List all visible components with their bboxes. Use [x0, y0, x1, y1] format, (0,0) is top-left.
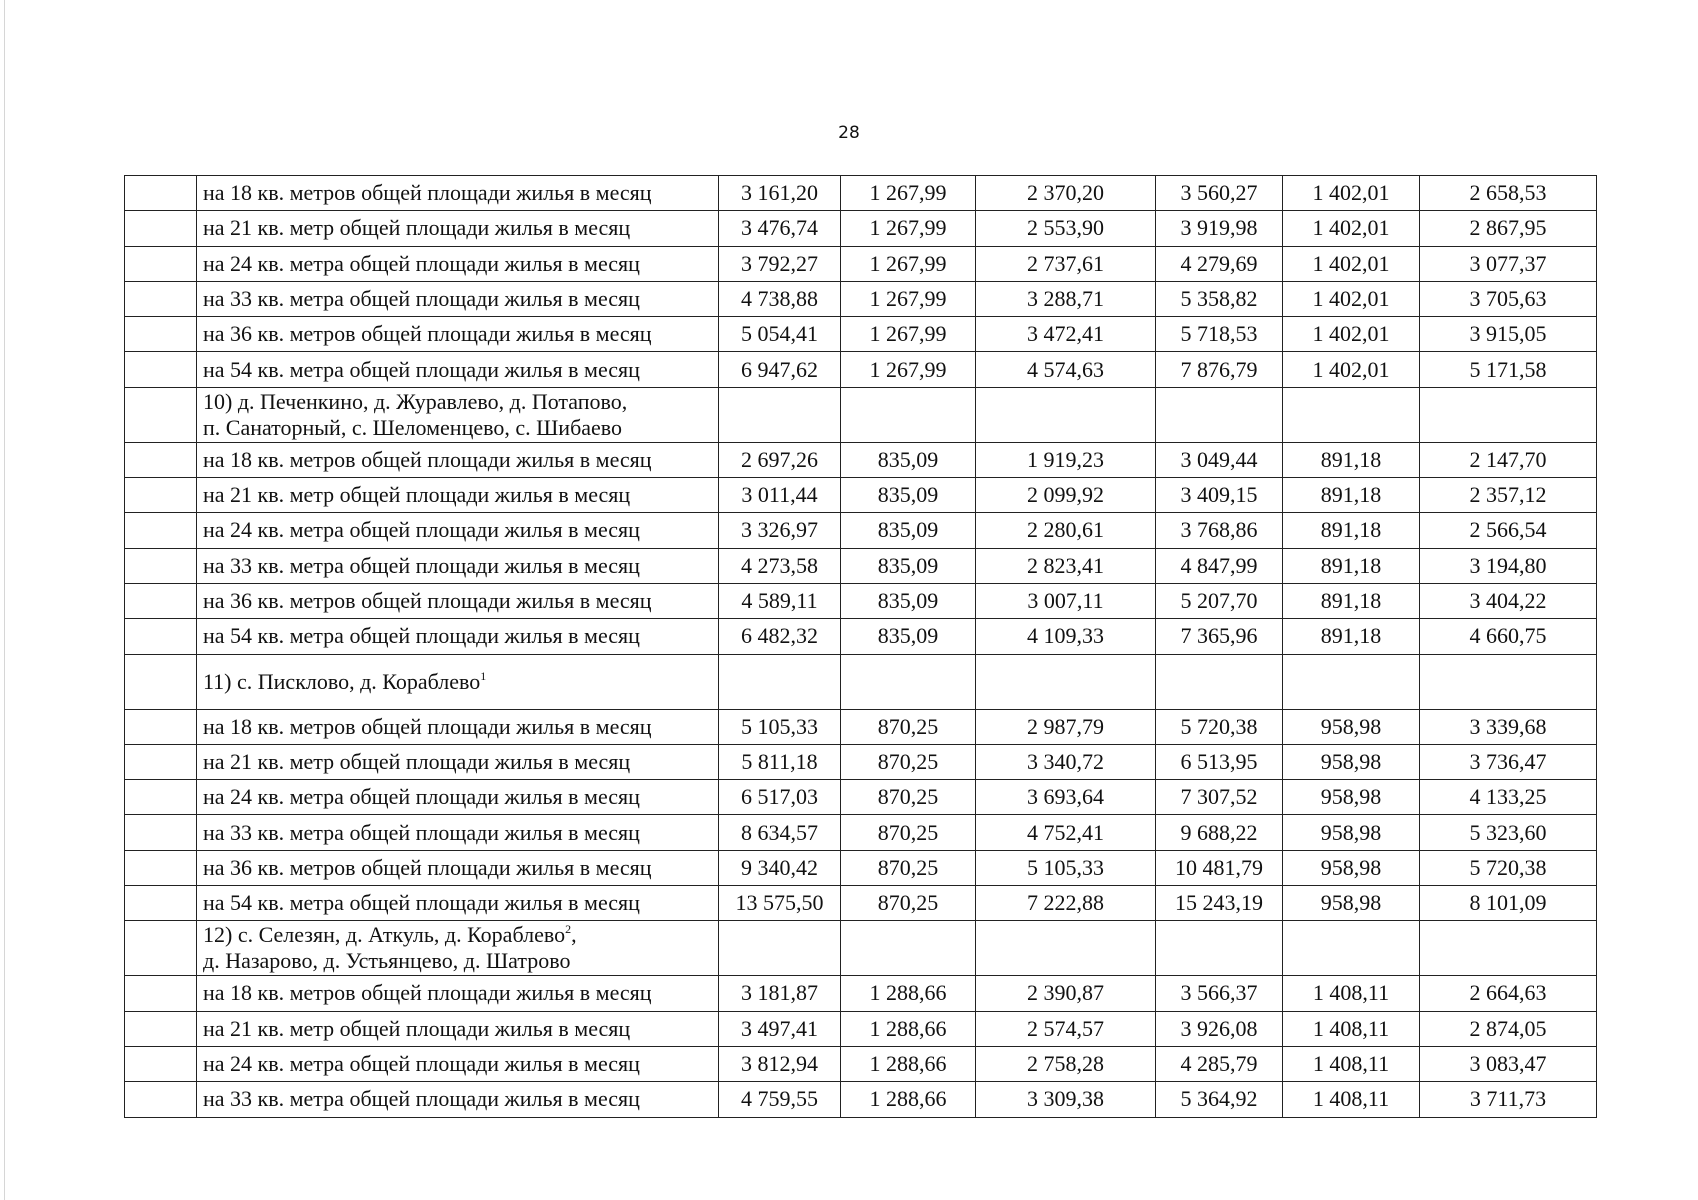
value-cell: 7 365,96	[1156, 619, 1283, 654]
value-cell: 8 101,09	[1420, 886, 1597, 921]
index-cell	[125, 619, 197, 654]
value-cell: 870,25	[841, 709, 976, 744]
value-cell: 1 288,66	[841, 1082, 976, 1117]
empty-value-cell	[719, 387, 841, 442]
index-cell	[125, 478, 197, 513]
index-cell	[125, 513, 197, 548]
table-row	[125, 317, 1597, 352]
row-label: на 36 кв. метров общей площади жилья в месяц	[197, 850, 719, 885]
footnote-mark: 1	[480, 668, 487, 683]
footnote-mark: 2	[565, 922, 572, 937]
row-label: на 18 кв. метров общей площади жилья в месяц	[197, 176, 719, 211]
section-heading-text: п. Санаторный, с. Шеломенцево, с. Шибаево	[203, 414, 623, 440]
value-cell: 2 758,28	[976, 1046, 1156, 1081]
section-heading-text: 12) с. Селезян, д. Аткуль, д. Кораблево	[203, 922, 566, 948]
row-label: на 33 кв. метра общей площади жилья в месяц	[197, 815, 719, 850]
table-row	[125, 1082, 1597, 1117]
value-cell: 6 947,62	[719, 352, 841, 387]
value-cell: 4 752,41	[976, 815, 1156, 850]
value-cell: 1 402,01	[1283, 281, 1420, 316]
value-cell: 891,18	[1283, 513, 1420, 548]
index-cell	[125, 744, 197, 779]
value-cell: 5 105,33	[976, 850, 1156, 885]
value-cell: 1 919,23	[976, 442, 1156, 477]
value-cell: 870,25	[841, 886, 976, 921]
value-cell: 835,09	[841, 513, 976, 548]
value-cell: 1 288,66	[841, 1011, 976, 1046]
value-cell: 1 408,11	[1283, 1011, 1420, 1046]
value-cell: 5 105,33	[719, 709, 841, 744]
table-row	[125, 744, 1597, 779]
value-cell: 4 660,75	[1420, 619, 1597, 654]
value-cell: 2 658,53	[1420, 176, 1597, 211]
empty-value-cell	[976, 654, 1156, 709]
value-cell: 3 309,38	[976, 1082, 1156, 1117]
rates-table	[124, 175, 1597, 1118]
section-heading-row	[125, 921, 1597, 976]
value-cell: 3 792,27	[719, 246, 841, 281]
empty-value-cell	[841, 921, 976, 976]
index-cell	[125, 921, 197, 976]
value-cell: 3 497,41	[719, 1011, 841, 1046]
empty-value-cell	[1420, 387, 1597, 442]
value-cell: 9 688,22	[1156, 815, 1283, 850]
row-label: на 18 кв. метров общей площади жилья в месяц	[197, 442, 719, 477]
section-heading-row	[125, 387, 1597, 442]
section-heading	[197, 387, 719, 442]
row-label: на 33 кв. метра общей площади жилья в месяц	[197, 548, 719, 583]
page-number: 28	[838, 123, 860, 143]
value-cell: 891,18	[1283, 619, 1420, 654]
value-cell: 835,09	[841, 619, 976, 654]
value-cell: 1 408,11	[1283, 1046, 1420, 1081]
value-cell: 3 404,22	[1420, 583, 1597, 618]
empty-value-cell	[719, 654, 841, 709]
value-cell: 2 874,05	[1420, 1011, 1597, 1046]
table-row	[125, 583, 1597, 618]
value-cell: 4 285,79	[1156, 1046, 1283, 1081]
empty-value-cell	[841, 387, 976, 442]
value-cell: 2 987,79	[976, 709, 1156, 744]
table-row	[125, 780, 1597, 815]
value-cell: 958,98	[1283, 780, 1420, 815]
table-row	[125, 246, 1597, 281]
value-cell: 3 919,98	[1156, 211, 1283, 246]
index-cell	[125, 976, 197, 1011]
value-cell: 5 364,92	[1156, 1082, 1283, 1117]
index-cell	[125, 780, 197, 815]
value-cell: 6 482,32	[719, 619, 841, 654]
value-cell: 3 476,74	[719, 211, 841, 246]
value-cell: 3 926,08	[1156, 1011, 1283, 1046]
index-cell	[125, 387, 197, 442]
value-cell: 3 409,15	[1156, 478, 1283, 513]
value-cell: 2 566,54	[1420, 513, 1597, 548]
row-label: на 18 кв. метров общей площади жилья в месяц	[197, 976, 719, 1011]
row-label: на 36 кв. метров общей площади жилья в месяц	[197, 317, 719, 352]
value-cell: 4 589,11	[719, 583, 841, 618]
value-cell: 1 402,01	[1283, 352, 1420, 387]
value-cell: 2 553,90	[976, 211, 1156, 246]
value-cell: 5 207,70	[1156, 583, 1283, 618]
row-label: на 21 кв. метр общей площади жилья в месяц	[197, 211, 719, 246]
value-cell: 1 402,01	[1283, 176, 1420, 211]
value-cell: 2 664,63	[1420, 976, 1597, 1011]
value-cell: 1 408,11	[1283, 1082, 1420, 1117]
table-row	[125, 709, 1597, 744]
value-cell: 10 481,79	[1156, 850, 1283, 885]
value-cell: 2 697,26	[719, 442, 841, 477]
value-cell: 3 560,27	[1156, 176, 1283, 211]
section-heading-row	[125, 654, 1597, 709]
empty-value-cell	[1283, 387, 1420, 442]
value-cell: 3 339,68	[1420, 709, 1597, 744]
table-row	[125, 548, 1597, 583]
section-heading-line-1	[203, 922, 712, 948]
value-cell: 891,18	[1283, 548, 1420, 583]
index-cell	[125, 281, 197, 316]
empty-value-cell	[1156, 654, 1283, 709]
value-cell: 3 472,41	[976, 317, 1156, 352]
value-cell: 3 083,47	[1420, 1046, 1597, 1081]
value-cell: 835,09	[841, 583, 976, 618]
empty-value-cell	[1420, 654, 1597, 709]
value-cell: 8 634,57	[719, 815, 841, 850]
index-cell	[125, 1011, 197, 1046]
value-cell: 4 759,55	[719, 1082, 841, 1117]
value-cell: 7 222,88	[976, 886, 1156, 921]
value-cell: 3 812,94	[719, 1046, 841, 1081]
value-cell: 2 147,70	[1420, 442, 1597, 477]
section-heading	[197, 921, 719, 976]
value-cell: 3 161,20	[719, 176, 841, 211]
value-cell: 5 720,38	[1156, 709, 1283, 744]
value-cell: 891,18	[1283, 478, 1420, 513]
section-heading-text: 10) д. Печенкино, д. Журавлево, д. Потапово,	[203, 388, 628, 414]
empty-value-cell	[976, 921, 1156, 976]
value-cell: 1 288,66	[841, 976, 976, 1011]
table-body	[125, 176, 1597, 1118]
index-cell	[125, 442, 197, 477]
row-label: на 33 кв. метра общей площади жилья в месяц	[197, 1082, 719, 1117]
row-label: на 24 кв. метра общей площади жилья в месяц	[197, 1046, 719, 1081]
row-label: на 21 кв. метр общей площади жилья в месяц	[197, 1011, 719, 1046]
value-cell: 2 574,57	[976, 1011, 1156, 1046]
index-cell	[125, 352, 197, 387]
section-heading-line-2	[203, 415, 712, 441]
index-cell	[125, 709, 197, 744]
value-cell: 3 194,80	[1420, 548, 1597, 583]
index-cell	[125, 886, 197, 921]
value-cell: 2 370,20	[976, 176, 1156, 211]
value-cell: 1 267,99	[841, 281, 976, 316]
value-cell: 2 823,41	[976, 548, 1156, 583]
empty-value-cell	[719, 921, 841, 976]
value-cell: 3 049,44	[1156, 442, 1283, 477]
value-cell: 4 273,58	[719, 548, 841, 583]
value-cell: 958,98	[1283, 709, 1420, 744]
row-label: на 36 кв. метров общей площади жилья в месяц	[197, 583, 719, 618]
value-cell: 3 340,72	[976, 744, 1156, 779]
value-cell: 870,25	[841, 744, 976, 779]
value-cell: 1 288,66	[841, 1046, 976, 1081]
value-cell: 15 243,19	[1156, 886, 1283, 921]
section-heading-line-1	[203, 389, 712, 415]
value-cell: 958,98	[1283, 886, 1420, 921]
scan-edge-line	[4, 0, 5, 1200]
value-cell: 1 408,11	[1283, 976, 1420, 1011]
value-cell: 835,09	[841, 478, 976, 513]
value-cell: 4 738,88	[719, 281, 841, 316]
index-cell	[125, 246, 197, 281]
section-heading-text: д. Назарово, д. Устьянцево, д. Шатрово	[203, 948, 571, 974]
value-cell: 1 267,99	[841, 246, 976, 281]
value-cell: 1 402,01	[1283, 317, 1420, 352]
index-cell	[125, 176, 197, 211]
empty-value-cell	[976, 387, 1156, 442]
index-cell	[125, 548, 197, 583]
index-cell	[125, 211, 197, 246]
table-row	[125, 478, 1597, 513]
value-cell: 2 357,12	[1420, 478, 1597, 513]
value-cell: 3 693,64	[976, 780, 1156, 815]
row-label: на 24 кв. метра общей площади жилья в месяц	[197, 246, 719, 281]
value-cell: 3 736,47	[1420, 744, 1597, 779]
table-row	[125, 352, 1597, 387]
value-cell: 3 181,87	[719, 976, 841, 1011]
empty-value-cell	[1420, 921, 1597, 976]
index-cell	[125, 317, 197, 352]
row-label: на 18 кв. метров общей площади жилья в месяц	[197, 709, 719, 744]
table-row	[125, 281, 1597, 316]
value-cell: 7 876,79	[1156, 352, 1283, 387]
empty-value-cell	[841, 654, 976, 709]
value-cell: 2 390,87	[976, 976, 1156, 1011]
section-heading-line-2	[203, 948, 712, 974]
empty-value-cell	[1156, 387, 1283, 442]
empty-value-cell	[1283, 921, 1420, 976]
value-cell: 6 517,03	[719, 780, 841, 815]
index-cell	[125, 1082, 197, 1117]
index-cell	[125, 815, 197, 850]
row-label: на 21 кв. метр общей площади жилья в месяц	[197, 744, 719, 779]
value-cell: 2 099,92	[976, 478, 1156, 513]
value-cell: 4 847,99	[1156, 548, 1283, 583]
value-cell: 1 267,99	[841, 352, 976, 387]
value-cell: 5 054,41	[719, 317, 841, 352]
value-cell: 3 007,11	[976, 583, 1156, 618]
value-cell: 5 720,38	[1420, 850, 1597, 885]
value-cell: 870,25	[841, 850, 976, 885]
value-cell: 891,18	[1283, 442, 1420, 477]
value-cell: 1 267,99	[841, 176, 976, 211]
table-row	[125, 886, 1597, 921]
value-cell: 5 358,82	[1156, 281, 1283, 316]
row-label: на 54 кв. метра общей площади жилья в месяц	[197, 886, 719, 921]
value-cell: 4 109,33	[976, 619, 1156, 654]
table-row	[125, 1046, 1597, 1081]
value-cell: 2 280,61	[976, 513, 1156, 548]
table-row	[125, 619, 1597, 654]
table-row	[125, 442, 1597, 477]
value-cell: 5 171,58	[1420, 352, 1597, 387]
value-cell: 6 513,95	[1156, 744, 1283, 779]
row-label: на 21 кв. метр общей площади жилья в месяц	[197, 478, 719, 513]
table-row	[125, 976, 1597, 1011]
value-cell: 1 267,99	[841, 211, 976, 246]
value-cell: 870,25	[841, 780, 976, 815]
index-cell	[125, 654, 197, 709]
value-cell: 870,25	[841, 815, 976, 850]
index-cell	[125, 850, 197, 885]
value-cell: 3 915,05	[1420, 317, 1597, 352]
value-cell: 2 737,61	[976, 246, 1156, 281]
value-cell: 835,09	[841, 442, 976, 477]
value-cell: 5 323,60	[1420, 815, 1597, 850]
value-cell: 2 867,95	[1420, 211, 1597, 246]
value-cell: 1 402,01	[1283, 211, 1420, 246]
empty-value-cell	[1283, 654, 1420, 709]
table-row	[125, 850, 1597, 885]
value-cell: 5 718,53	[1156, 317, 1283, 352]
value-cell: 4 279,69	[1156, 246, 1283, 281]
value-cell: 3 326,97	[719, 513, 841, 548]
value-cell: 3 711,73	[1420, 1082, 1597, 1117]
index-cell	[125, 1046, 197, 1081]
value-cell: 1 402,01	[1283, 246, 1420, 281]
value-cell: 3 288,71	[976, 281, 1156, 316]
table-row	[125, 176, 1597, 211]
table-row	[125, 815, 1597, 850]
value-cell: 891,18	[1283, 583, 1420, 618]
row-label: на 24 кв. метра общей площади жилья в месяц	[197, 513, 719, 548]
value-cell: 3 077,37	[1420, 246, 1597, 281]
value-cell: 3 705,63	[1420, 281, 1597, 316]
value-cell: 4 133,25	[1420, 780, 1597, 815]
table-row	[125, 513, 1597, 548]
section-heading-tail: ,	[571, 922, 577, 948]
value-cell: 958,98	[1283, 744, 1420, 779]
value-cell: 9 340,42	[719, 850, 841, 885]
row-label: на 24 кв. метра общей площади жилья в месяц	[197, 780, 719, 815]
value-cell: 4 574,63	[976, 352, 1156, 387]
value-cell: 835,09	[841, 548, 976, 583]
value-cell: 958,98	[1283, 815, 1420, 850]
row-label: на 54 кв. метра общей площади жилья в месяц	[197, 352, 719, 387]
row-label: на 54 кв. метра общей площади жилья в месяц	[197, 619, 719, 654]
value-cell: 958,98	[1283, 850, 1420, 885]
value-cell: 3 011,44	[719, 478, 841, 513]
section-heading-text: 11) с. Писклово, д. Кораблево	[203, 668, 481, 694]
table-row	[125, 211, 1597, 246]
value-cell: 5 811,18	[719, 744, 841, 779]
section-heading-line-1	[203, 669, 712, 695]
value-cell: 1 267,99	[841, 317, 976, 352]
value-cell: 13 575,50	[719, 886, 841, 921]
empty-value-cell	[1156, 921, 1283, 976]
value-cell: 7 307,52	[1156, 780, 1283, 815]
row-label: на 33 кв. метра общей площади жилья в месяц	[197, 281, 719, 316]
index-cell	[125, 583, 197, 618]
value-cell: 3 566,37	[1156, 976, 1283, 1011]
table-row	[125, 1011, 1597, 1046]
section-heading	[197, 654, 719, 709]
value-cell: 3 768,86	[1156, 513, 1283, 548]
